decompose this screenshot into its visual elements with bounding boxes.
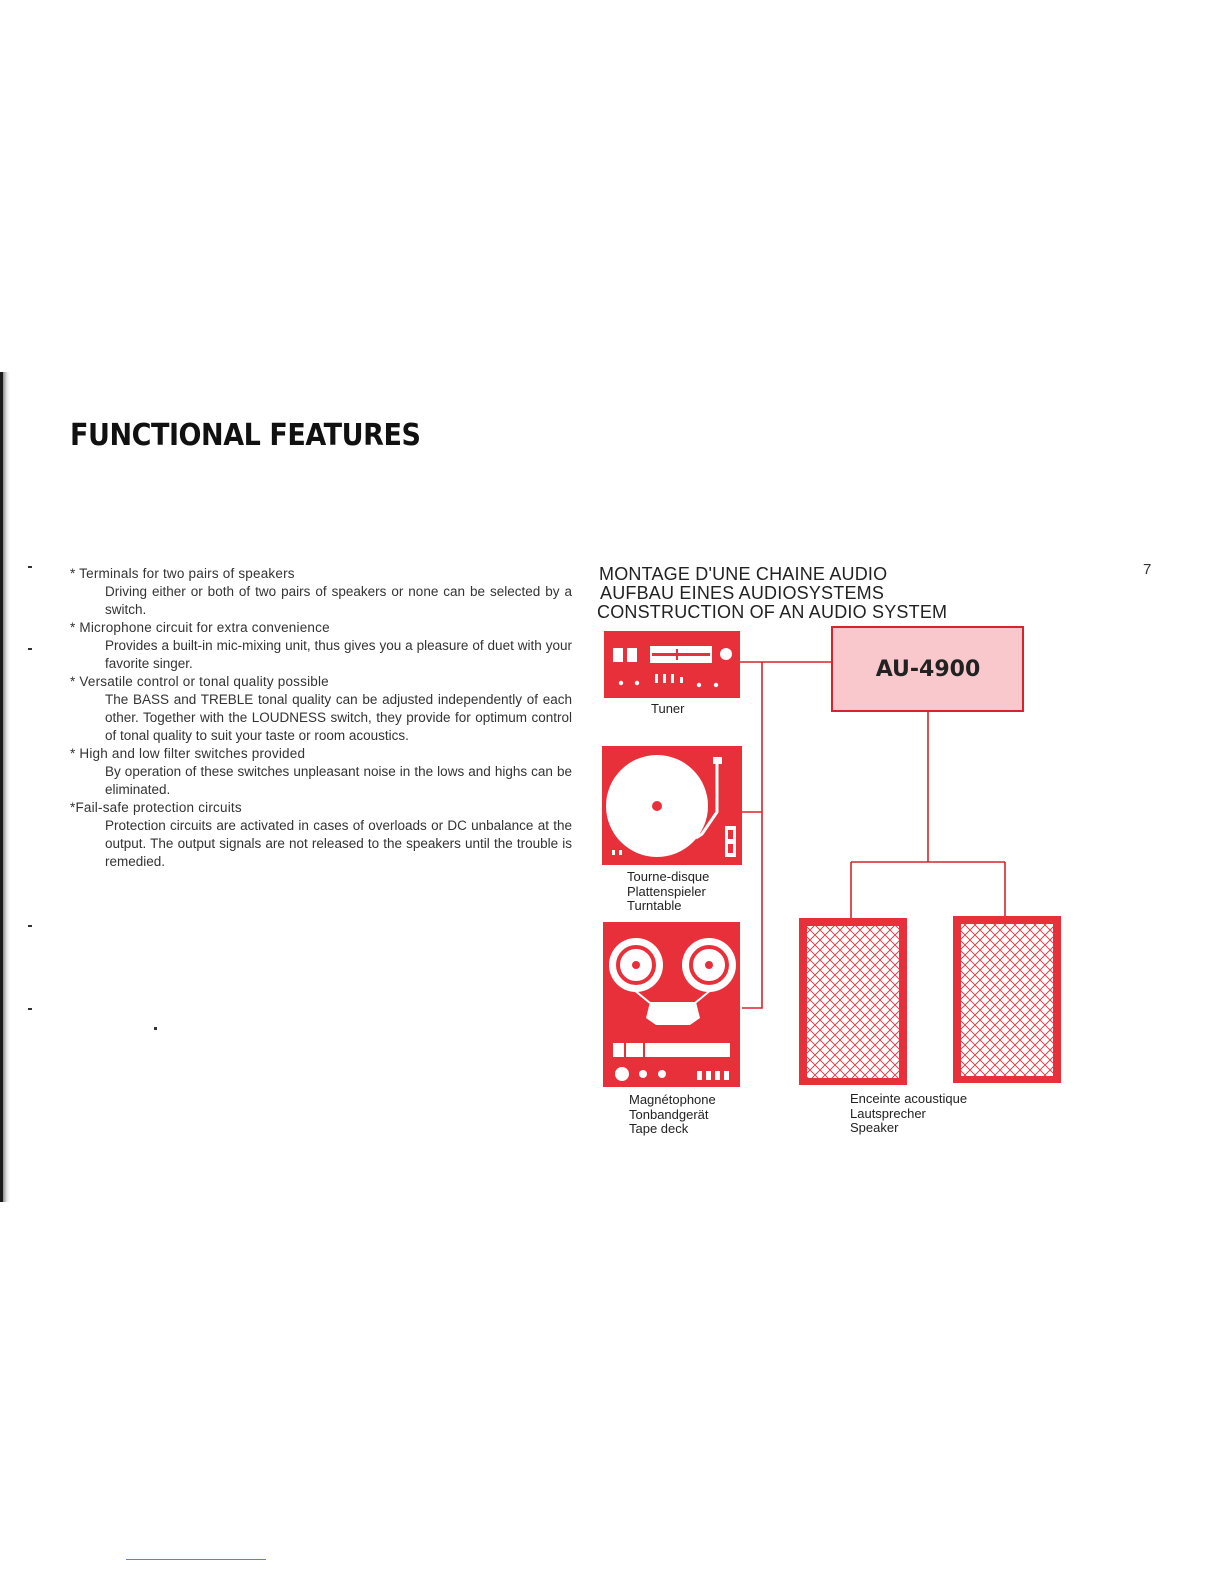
page-number: 7 [1143, 561, 1152, 578]
amplifier-label: AU-4900 [875, 656, 981, 682]
footnote-line [126, 1559, 266, 1560]
turntable-label-de: Plattenspieler [627, 883, 706, 899]
tuner-device [604, 631, 740, 698]
diagram-title-en: CONSTRUCTION OF AN AUDIO SYSTEM [597, 602, 948, 622]
diagram-title-de: AUFBAU EINES AUDIOSYSTEMS [600, 583, 885, 603]
diagram-title-fr: MONTAGE D'UNE CHAINE AUDIO [599, 564, 888, 584]
tape-deck-label-en: Tape deck [629, 1121, 689, 1136]
page-title: FUNCTIONAL FEATURES [70, 418, 421, 453]
feature-description: By operation of these switches unpleasant noise in the lows and highs can be eliminated. [105, 764, 572, 797]
feature-heading: * High and low filter switches provided [70, 746, 306, 761]
tape-deck-label-de: Tonbandgerät [629, 1106, 709, 1122]
feature-heading: * Microphone circuit for extra convenience [70, 620, 330, 635]
tuner-label: Tuner [651, 701, 685, 716]
speaker-label-fr: Enceinte acoustique [850, 1091, 968, 1106]
turntable-device [602, 746, 742, 865]
speaker-label-en: Speaker [850, 1120, 899, 1135]
feature-heading: *Fail-safe protection circuits [70, 800, 242, 815]
tape-deck-device [603, 922, 740, 1087]
turntable-label-fr: Tourne-disque [627, 869, 710, 884]
feature-description: The BASS and TREBLE tonal quality can be adjusted independently of each other. Together with the LOUDNESS switch, they provide for optimum control of tonal quality to suit your taste or room acoustics. [105, 692, 572, 743]
speaker-left [799, 918, 907, 1085]
tape-deck-label-fr: Magnétophone [629, 1092, 716, 1107]
feature-description: Provides a built-in mic-mixing unit, thus gives you a pleasure of duet with your favorite singer. [105, 638, 572, 671]
feature-heading: * Versatile control or tonal quality possible [70, 674, 329, 689]
feature-description: Protection circuits are activated in cases of overloads or DC unbalance at the output. The output signals are not released to the speakers until the trouble is remedied. [105, 818, 572, 869]
feature-heading: * Terminals for two pairs of speakers [70, 566, 295, 581]
feature-description: Driving either or both of two pairs of speakers or none can be selected by a switch. [105, 584, 572, 617]
turntable-label-en: Turntable [627, 898, 682, 913]
speaker-label-de: Lautsprecher [850, 1105, 926, 1121]
speaker-right [953, 916, 1061, 1083]
